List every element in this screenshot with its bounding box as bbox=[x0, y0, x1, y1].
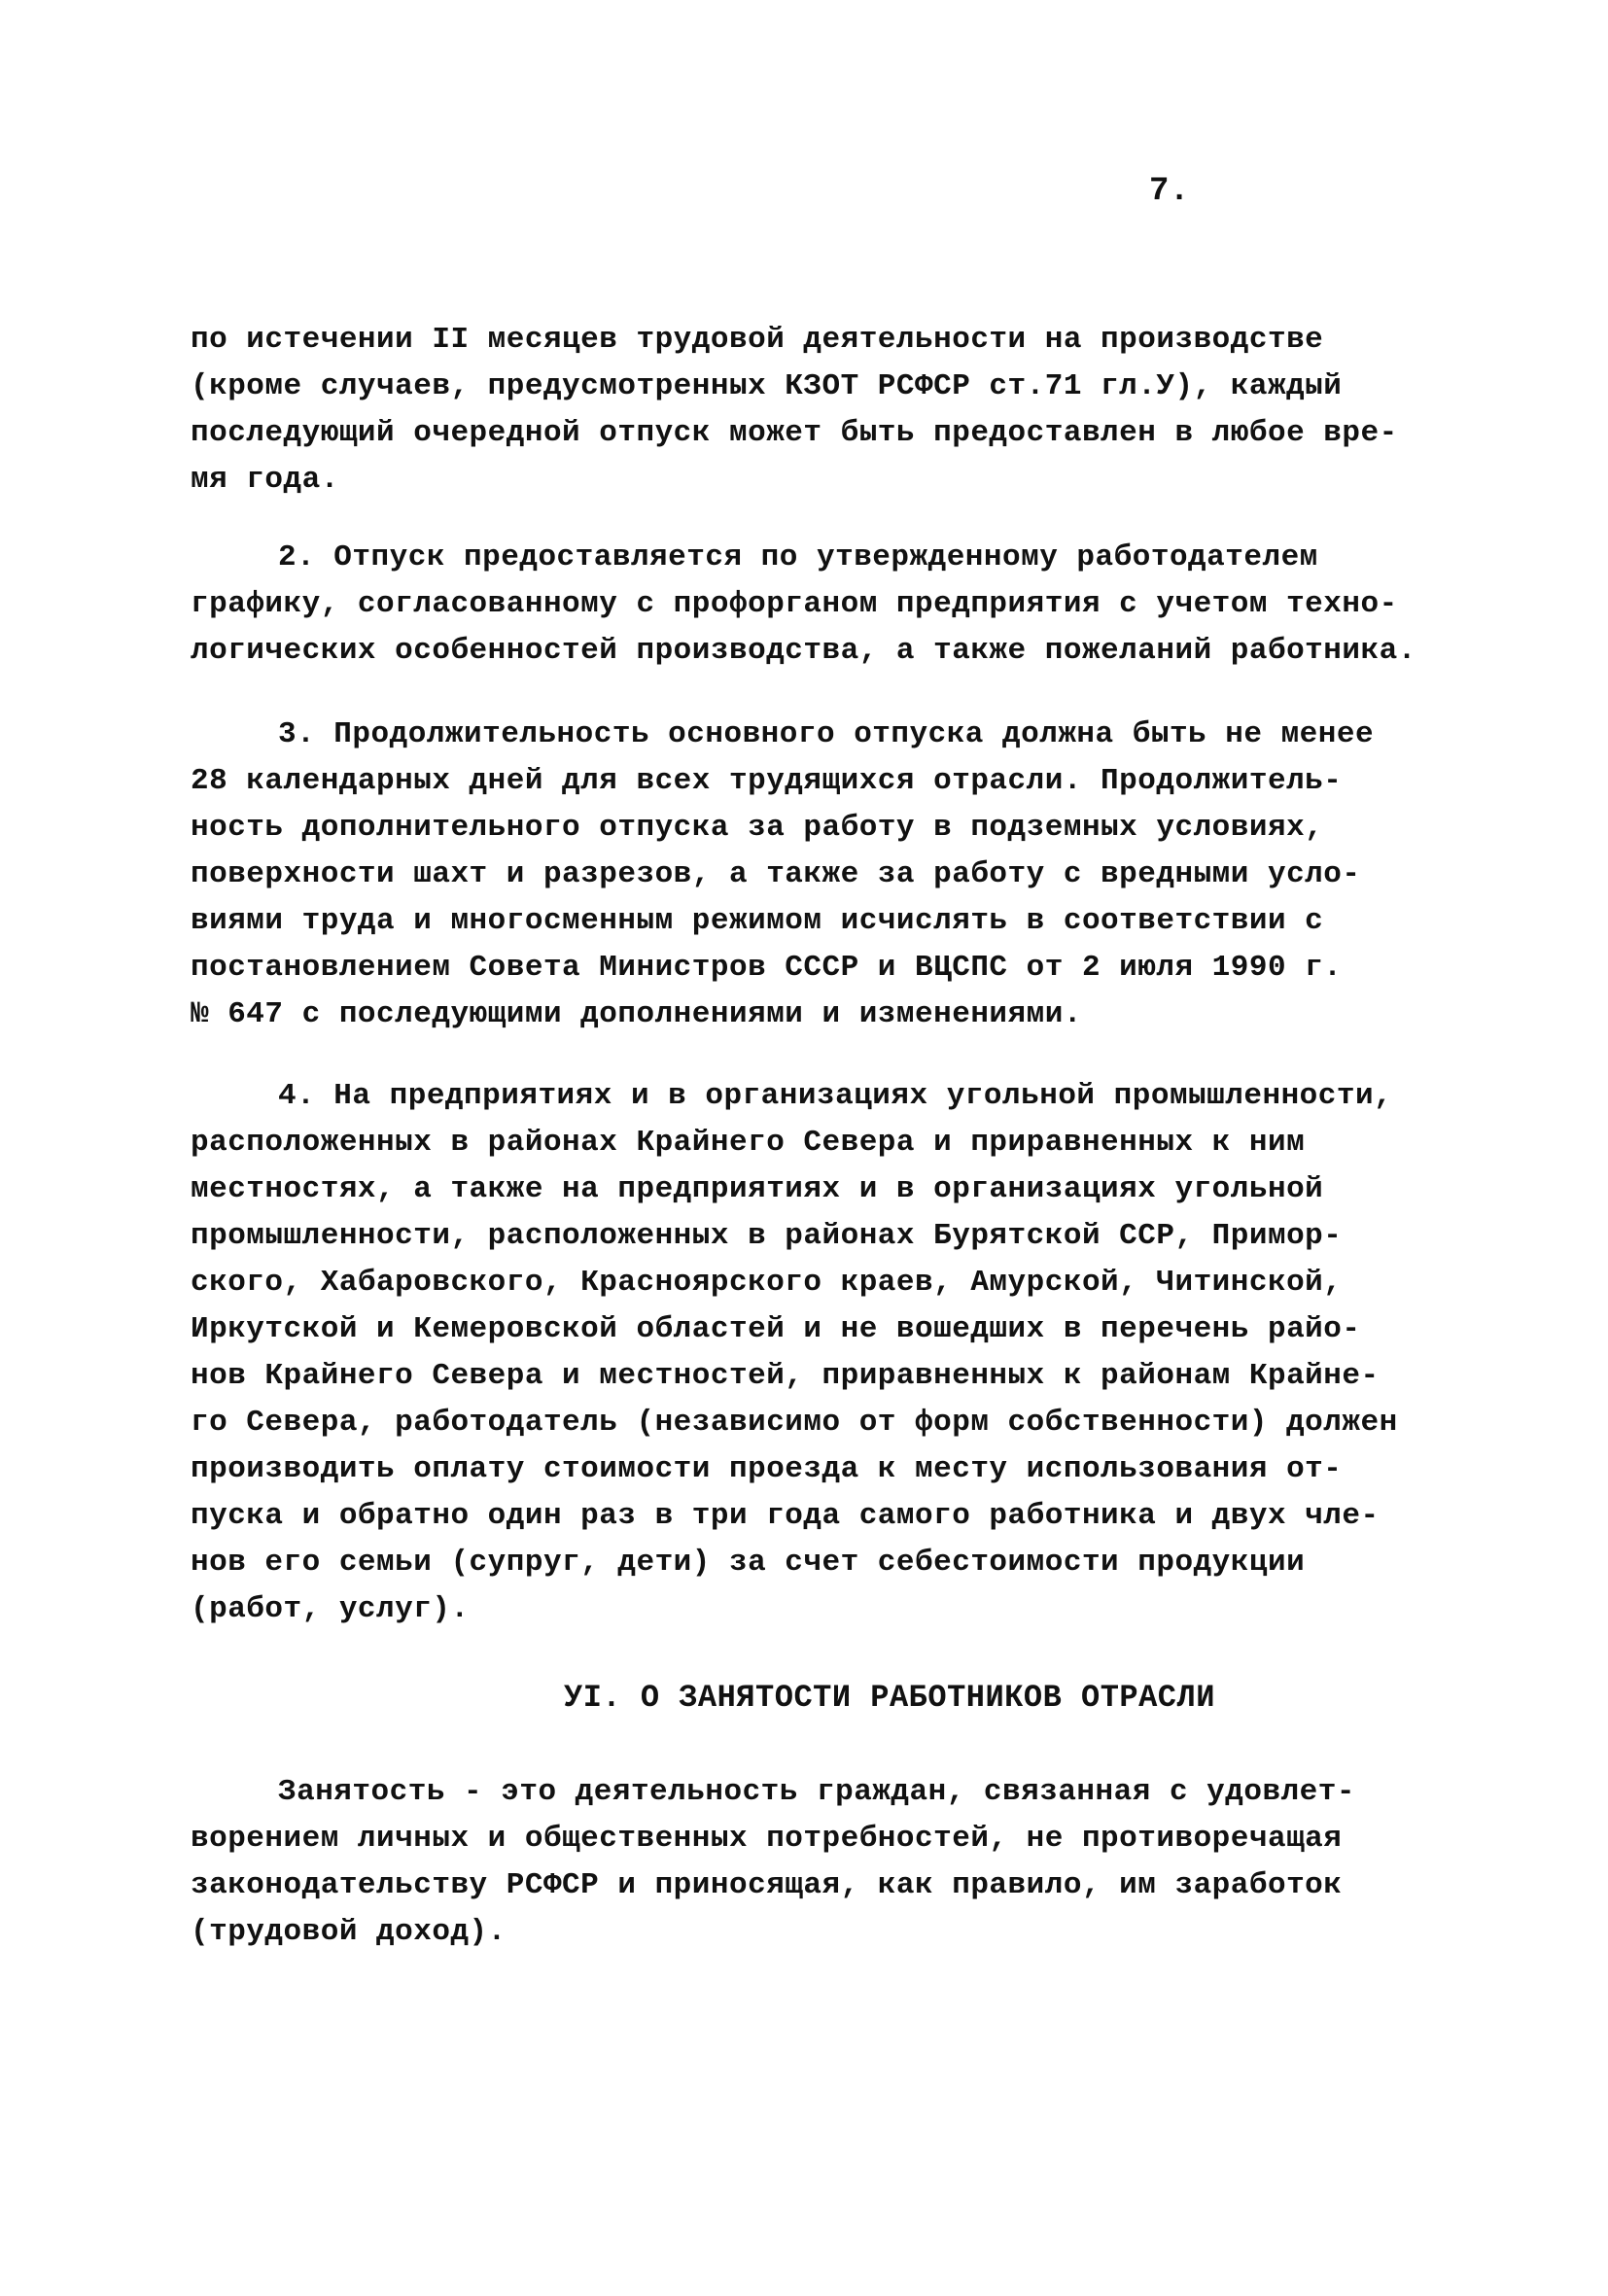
paragraph-4-line-1: 4. На предприятиях и в организациях угольной промышленности, bbox=[278, 1079, 1393, 1113]
paragraph-4-line-6: Иркутской и Кемеровской областей и не вошедших в перечень райо- bbox=[191, 1312, 1361, 1346]
paragraph-3-line-5: виями труда и многосменным режимом исчислять в соответствии с bbox=[191, 904, 1324, 938]
paragraph-1-line-2: (кроме случаев, предусмотренных КЗОТ РСФСР ст.71 гл.У), каждый bbox=[191, 369, 1343, 403]
paragraph-3-line-4: поверхности шахт и разрезов, а также за работу с вредными усло- bbox=[191, 857, 1361, 891]
paragraph-1-line-3: последующий очередной отпуск может быть предоставлен в любое вре- bbox=[191, 416, 1398, 450]
paragraph-4-line-3: местностях, а также на предприятиях и в организациях угольной bbox=[191, 1172, 1324, 1206]
paragraph-5-line-3: законодательству РСФСР и приносящая, как правило, им заработок bbox=[191, 1868, 1343, 1902]
paragraph-3-line-1: 3. Продолжительность основного отпуска должна быть не менее bbox=[278, 717, 1375, 751]
page-number: 7. bbox=[1149, 173, 1190, 210]
paragraph-4-line-5: ского, Хабаровского, Красноярского краев, Амурской, Читинской, bbox=[191, 1266, 1343, 1300]
paragraph-4-line-7: нов Крайнего Севера и местностей, приравненных к районам Крайне- bbox=[191, 1359, 1380, 1393]
paragraph-3-line-3: ность дополнительного отпуска за работу в подземных условиях, bbox=[191, 811, 1324, 845]
paragraph-5-line-4: (трудовой доход). bbox=[191, 1915, 507, 1949]
paragraph-4-line-11: нов его семьи (супруг, дети) за счет себестоимости продукции bbox=[191, 1546, 1306, 1580]
paragraph-2-line-1: 2. Отпуск предоставляется по утвержденному работодателем bbox=[278, 540, 1318, 574]
paragraph-3-line-7: № 647 с последующими дополнениями и изменениями. bbox=[191, 997, 1082, 1031]
paragraph-4-line-10: пуска и обратно один раз в три года самого работника и двух чле- bbox=[191, 1499, 1380, 1533]
paragraph-3-line-2: 28 календарных дней для всех трудящихся отрасли. Продолжитель- bbox=[191, 764, 1343, 798]
paragraph-4-line-2: расположенных в районах Крайнего Севера и приравненных к ним bbox=[191, 1126, 1306, 1160]
paragraph-5-line-1: Занятость - это деятельность граждан, связанная с удовлет- bbox=[278, 1775, 1355, 1809]
paragraph-5-line-2: ворением личных и общественных потребностей, не противоречащая bbox=[191, 1822, 1343, 1856]
paragraph-3-line-6: постановлением Совета Министров СССР и ВЦСПС от 2 июля 1990 г. bbox=[191, 951, 1343, 985]
paragraph-1-line-1: по истечении II месяцев трудовой деятельности на производстве bbox=[191, 323, 1324, 357]
paragraph-2-line-3: логических особенностей производства, а также пожеланий работника. bbox=[191, 634, 1416, 668]
paragraph-4-line-9: производить оплату стоимости проезда к месту использования от- bbox=[191, 1452, 1343, 1486]
section-heading: УI. О ЗАНЯТОСТИ РАБОТНИКОВ ОТРАСЛИ bbox=[564, 1680, 1215, 1716]
paragraph-4-line-8: го Севера, работодатель (независимо от форм собственности) должен bbox=[191, 1406, 1398, 1440]
paragraph-2-line-2: графику, согласованному с профорганом предприятия с учетом техно- bbox=[191, 587, 1398, 621]
paragraph-1-line-4: мя года. bbox=[191, 463, 339, 497]
paragraph-4-line-4: промышленности, расположенных в районах Бурятской ССР, Примор- bbox=[191, 1219, 1343, 1253]
paragraph-4-line-12: (работ, услуг). bbox=[191, 1592, 470, 1626]
